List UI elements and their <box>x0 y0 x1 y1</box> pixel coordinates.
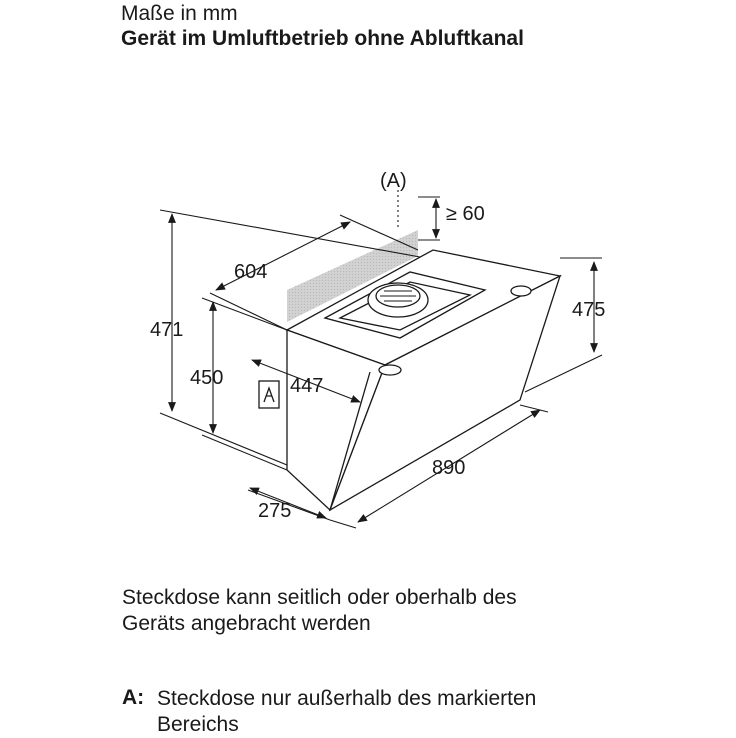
dim-total-height: 471 <box>150 319 184 341</box>
legend-key: A: <box>122 686 145 709</box>
legend-line-1: Steckdose nur außerhalb des markierten <box>157 687 537 710</box>
dim-length: 890 <box>432 457 466 479</box>
units-caption: Maße in mm <box>121 2 238 25</box>
dim-side-height: 475 <box>572 299 606 321</box>
diagram-title: Gerät im Umluftbetrieb ohne Abluftkanal <box>121 27 524 50</box>
dim-clearance: ≥ 60 <box>446 203 485 225</box>
legend-line-2: Bereichs <box>157 713 239 736</box>
dim-depth: 275 <box>258 500 292 522</box>
callout-a-label: (A) <box>380 170 407 192</box>
socket-icon <box>259 381 279 408</box>
socket-note-line-2: Geräts angebracht werden <box>122 612 371 635</box>
legend-text <box>157 686 536 738</box>
dim-width: 604 <box>234 261 268 283</box>
socket-note-line-1: Steckdose kann seitlich oder oberhalb des <box>122 586 517 609</box>
socket-note <box>122 585 517 637</box>
hood-outline <box>287 230 560 510</box>
dim-body-height: 450 <box>190 367 224 389</box>
dim-inner-depth: 447 <box>290 375 324 397</box>
